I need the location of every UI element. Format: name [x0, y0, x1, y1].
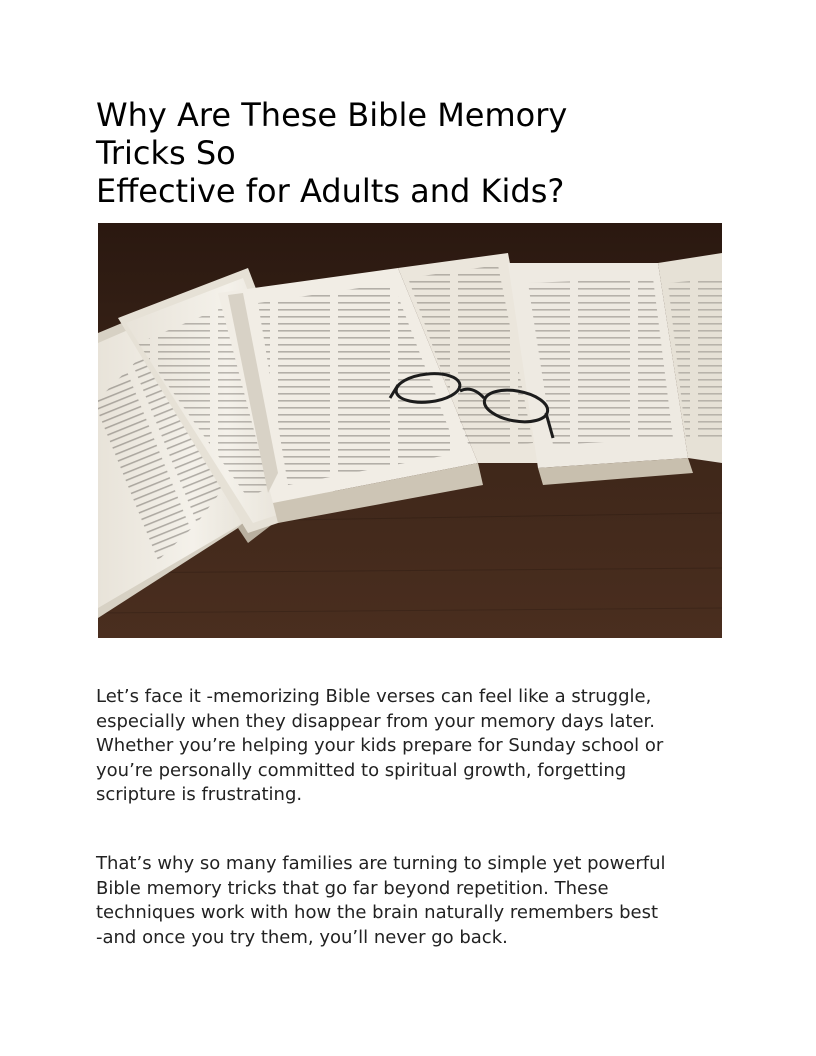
paragraph-line: scripture is frustrating.: [96, 784, 303, 805]
title-line-1: Why Are These Bible Memory: [96, 96, 568, 134]
paragraph-line: Let’s face it -memorizing Bible verses can feel like a struggle,: [96, 686, 652, 707]
paragraph-line: especially when they disappear from your memory days later.: [96, 710, 655, 732]
paragraph-line: techniques work with how the brain naturally remembers best: [96, 902, 659, 923]
paragraph-line: Bible memory tricks that go far beyond repetition. These: [96, 877, 609, 899]
book-right: [508, 253, 722, 485]
second-paragraph: [96, 852, 716, 950]
title-line-2: Tricks So: [96, 134, 236, 172]
paragraph-line: Whether you’re helping your kids prepare for Sunday school or: [96, 735, 664, 756]
article-title: [96, 96, 656, 210]
intro-paragraph: [96, 685, 716, 808]
open-books-photo: [98, 223, 722, 638]
paragraph-line: -and once you try them, you’ll never go back.: [96, 926, 508, 948]
title-line-3: Effective for Adults and Kids?: [96, 172, 565, 210]
paragraph-line: you’re personally committed to spiritual growth, forgetting: [96, 759, 627, 781]
paragraph-line: That’s why so many families are turning to simple yet powerful: [96, 853, 666, 874]
